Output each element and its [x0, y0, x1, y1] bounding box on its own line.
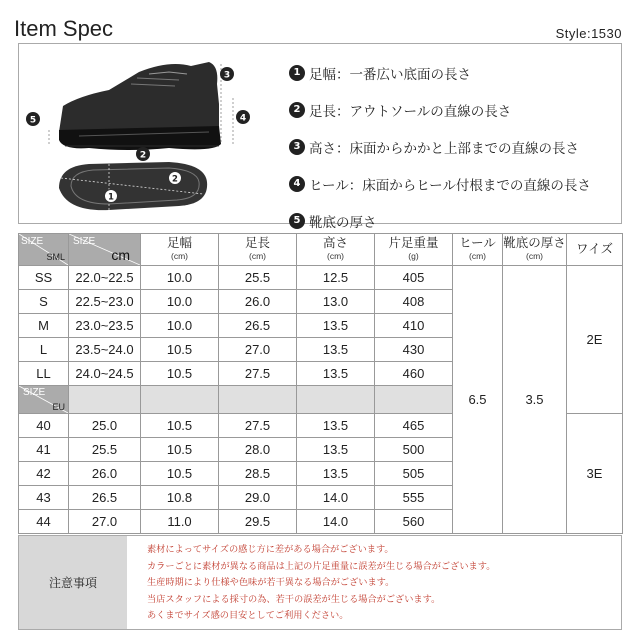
marker-3 [220, 67, 234, 81]
number-icon: 1 [289, 65, 305, 81]
table-row: LL 24.0~24.5 10.5 27.5 13.5 460 [19, 362, 623, 386]
header-heel: ヒール (cm) [453, 234, 503, 266]
marker-5 [26, 112, 40, 126]
number-icon: 4 [289, 176, 305, 192]
header-length: 足長 (cm) [219, 234, 297, 266]
table-row: 42 26.0 10.5 28.5 13.5 505 [19, 462, 623, 486]
table-row: S 22.5~23.0 10.0 26.0 13.0 408 [19, 290, 623, 314]
table-row: 43 26.5 10.8 29.0 14.0 555 [19, 486, 623, 510]
size-spec-table [18, 233, 623, 534]
legend-item-1: 1 足幅：一番広い底面の長さ [289, 54, 619, 91]
number-icon: 3 [289, 139, 305, 155]
table-row: SS 22.0~22.5 10.0 25.5 12.5 405 6.5 3.5 2E [19, 266, 623, 290]
header-wise: ワイズ [567, 234, 623, 266]
table-row: 41 25.5 10.5 28.0 13.5 500 [19, 438, 623, 462]
page-title: Item Spec [14, 16, 114, 41]
notes-list [127, 536, 495, 629]
style-code: Style:1530 [555, 26, 622, 41]
note-line: カラーごとに素材が異なる商品は上記の片足重量に誤差が生じる場合がございます。 [147, 560, 496, 572]
svg-text:5: 5 [29, 115, 37, 126]
header-height: 高さ (cm) [297, 234, 375, 266]
note-line: 生産時期により仕様や色味が若干異なる場合がございます。 [147, 577, 395, 588]
number-icon: 5 [289, 213, 305, 229]
svg-text:2: 2 [139, 150, 147, 161]
marker-4 [236, 110, 250, 124]
corner-size-cm: SIZE cm [69, 234, 141, 266]
table-row: 40 25.0 10.5 27.5 13.5 465 3E [19, 414, 623, 438]
table-row: 44 27.0 11.0 29.5 14.0 560 [19, 510, 623, 534]
corner-size-sml: SIZE SML [19, 234, 69, 266]
legend-item-5: 5 靴底の厚さ [289, 202, 619, 239]
marker-2b [169, 172, 182, 185]
svg-text:4: 4 [239, 113, 247, 124]
note-line: 素材によってサイズの感じ方に差がある場合がございます。 [147, 544, 394, 555]
table-header-row [19, 234, 623, 266]
shoe-side-view [59, 62, 221, 150]
legend-item-2: 2 足長：アウトソールの直線の長さ [289, 91, 619, 128]
spec-diagram-box [18, 43, 622, 231]
table-row: M 23.0~23.5 10.0 26.5 13.5 410 [19, 314, 623, 338]
svg-text:1: 1 [108, 192, 114, 203]
marker-2 [136, 147, 150, 161]
measurement-legend [289, 54, 619, 239]
note-line: あくまでサイズ感の目安としてご利用ください。 [147, 610, 349, 621]
header-weight: 片足重量 (g) [375, 234, 453, 266]
notes-label: 注意事項 [19, 536, 127, 629]
notes-box [18, 535, 622, 630]
legend-item-4: 4 ヒール：床面からヒール付根までの直線の長さ [289, 165, 619, 202]
heel-value: 6.5 [453, 266, 503, 534]
corner-size-eu: SIZE EU [19, 386, 69, 414]
svg-text:3: 3 [223, 70, 231, 81]
table-row: L 23.5~24.0 10.5 27.0 13.5 430 [19, 338, 623, 362]
sole-value: 3.5 [503, 266, 567, 534]
legend-item-3: 3 高さ：床面からかかと上部までの直線の長さ [289, 128, 619, 165]
sole-bottom-view [59, 162, 207, 210]
svg-text:2: 2 [172, 174, 178, 185]
number-icon: 2 [289, 102, 305, 118]
shoe-illustration [19, 44, 281, 223]
marker-1 [105, 190, 118, 203]
note-line: 当店スタッフによる採寸の為、若干の誤差が生じる場合がございます。 [147, 593, 441, 605]
header-sole: 靴底の厚さ (cm) [503, 234, 567, 266]
wise-value-sml: 2E [567, 266, 623, 414]
header-width: 足幅 (cm) [141, 234, 219, 266]
wise-value-eu: 3E [567, 414, 623, 534]
